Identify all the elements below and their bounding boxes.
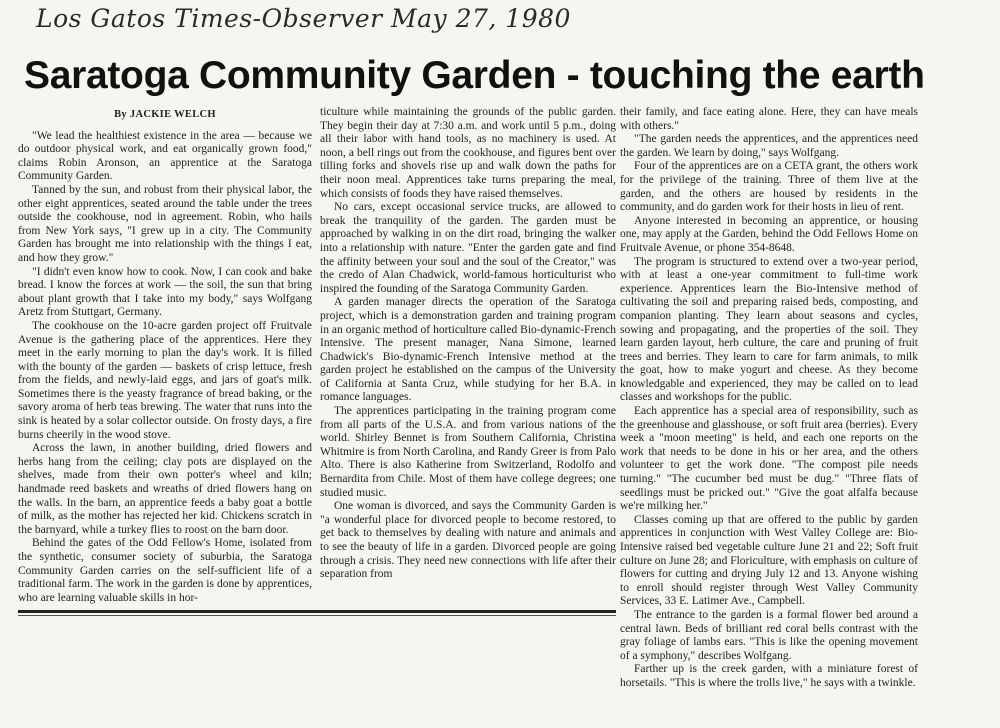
column-divider-thin-rule	[18, 615, 616, 616]
article-column-1	[18, 108, 312, 605]
paragraph: their family, and face eating alone. Here, they can have meals with others."	[620, 106, 918, 132]
paragraph: Farther up is the creek garden, with a miniature forest of horsetails. "This is where the trolls live," he says with a twinkle.	[620, 663, 918, 689]
paragraph: The program is structured to extend over a two-year period, with at least a one-year commitment to full-time work experience. Apprentices learn the Bio-Intensive method of cultivating the soil and preparing raised beds, composting, and companion planting. They learn about seasons and cycles, sowing and propagating, and the properties of the soil. They learn garden layout, herb culture, the care and pruning of fruit trees and berries. They learn to care for farm animals, to milk the goat, how to make yogurt and cheese. As they become knowledgable and experienced, they may be called on to lead classes and workshops for the public.	[620, 255, 918, 404]
paragraph: No cars, except occasional service trucks, are allowed to break the tranquility of the garden. The garden must be approached by walking in on the dirt road, bringing the walker into a relationship with nature. "Enter the garden gate and find the affinity between your soul and the soul of the Creator," was the credo of Alan Chadwick, world-famous horticulturist who inspired the founding of the Saratoga Community Garden.	[320, 201, 616, 295]
paragraph: Behind the gates of the Odd Fellow's Home, isolated from the synthetic, consumer society of suburbia, the Saratoga Community Garden carries on the self-sufficient life of a traditional farm. The work in the garden is done by apprentices, who are learning valuable skills in hor-	[18, 537, 312, 604]
paragraph: The entrance to the garden is a formal flower bed around a central lawn. Beds of brilliant red coral bells contrast with the gray foliage of lambs ears. "This is like the opening movement of a symphony," describes Wolfgang.	[620, 608, 918, 662]
paragraph: "We lead the healthiest existence in the area — because we do outdoor physical work, and eat organically grown food," claims Robin Aronson, an apprentice at the Saratoga Community Garden.	[18, 129, 312, 183]
paragraph: The cookhouse on the 10-acre garden project off Fruitvale Avenue is the gathering place of the apprentices. Here they meet in the early morning to plan the day's work. It is filled with the bounty of the garden — baskets of crisp lettuce, fresh from the fields, and newly-laid eggs, and jars of goat's milk. Sometimes there is the yeasty fragrance of bread baking, or the savory aroma of herb teas brewing. The water that runs into the sink is heated by a solar collector outside. On frosty days, a fire burns cheerily in the wood stove.	[18, 319, 312, 441]
paragraph: A garden manager directs the operation of the Saratoga project, which is a demonstration garden and training program in an organic method of horticulture called Bio-dynamic-French Intensive. The present manager, Nana Simone, learned Chadwick's Bio-dynamic-French Intensive method at the garden project he established on the campus of the University of California at Santa Cruz, while studying for her B.A. in romance languages.	[320, 296, 616, 404]
paragraph: Classes coming up that are offered to the public by garden apprentices in conjunction with West Valley College are: Bio-Intensive raised bed vegetable culture June 21 and 22; Soft fruit culture on June 28; and Floriculture, with emphasis on culture of flowers for cutting and drying July 12 and 13. Anyone wishing to enroll should register through West Valley Community Services, 33 E. Latimer Ave., Campbell.	[620, 513, 918, 608]
paragraph: Anyone interested in becoming an apprentice, or housing one, may apply at the Garden, behind the Odd Fellows Home on Fruitvale Avenue, or phone 354-8648.	[620, 214, 918, 254]
byline: By JACKIE WELCH	[114, 109, 216, 120]
handwritten-source-note: Los Gatos Times-Observer May 27, 1980	[36, 4, 571, 33]
paragraph: "I didn't even know how to cook. Now, I can cook and bake bread. I know the forces at work — the soil, the sun that bring about plant growth that I take into my body," says Wolfgang Aretz from Stuttgart, Germany.	[18, 265, 312, 319]
article-column-2	[320, 106, 616, 582]
column-divider-rule	[18, 610, 616, 613]
headline: Saratoga Community Garden - touching the earth	[24, 54, 925, 97]
paragraph: Across the lawn, in another building, dried flowers and herbs hang from the ceiling; clay pots are displayed on the shelves, made from their own potter's wheel and kiln; handmade reed baskets and wreaths of dried flowers hang on the walls. In the barn, an apprentice feeds a baby goat a bottle of milk, as the mother has rejected her kid. Chickens scratch in the barnyard, while a turkey flies to roost on the barn door.	[18, 442, 312, 536]
paragraph: "The garden needs the apprentices, and the apprentices need the garden. We learn by doing," says Wolfgang.	[620, 133, 918, 159]
paragraph: Tanned by the sun, and robust from their physical labor, the other eight apprentices, seated around the table under the trees outside the cookhouse, nod in agreement. Robin, who hails from New York says, "I grew up in a city. The Community Garden has brought me into relationship with the things I eat, and how they grow."	[18, 183, 312, 264]
paragraph: The apprentices participating in the training program come from all parts of the U.S.A. and from various nations of the world. Shirley Bennet is from Southern California, Christina Whitmire is from North Carolina, and Randy Greer is from Palo Alto. There is also Katherine from Switzerland, Rodolfo and Bernardita from Chile. Most of them have college degrees; one studied music.	[320, 405, 616, 499]
paragraph: One woman is divorced, and says the Community Garden is "a wonderful place for divorced people to become restored, to get back to themselves by dealing with nature and animals and to see the beauty of life in a garden. Divorced people are going through a crisis. They need new connections with life after their separation from	[320, 500, 616, 581]
article-column-3	[620, 106, 918, 691]
paragraph: ticulture while maintaining the grounds of the public garden. They begin their day at 7:30 a.m. and work until 5 p.m., doing all their labor with hand tools, as no machinery is used. At noon, a bell rings out from the cookhouse, and figures bent over tilling forks and shovels rise up and walk down the paths for their noon meal. Apprentices take turns preparing the meal, which consists of foods they have raised themselves.	[320, 106, 616, 200]
paragraph: Each apprentice has a special area of responsibility, such as the greenhouse and glasshouse, or soft fruit area (berries). Every week a "moon meeting" is held, and each one reports on the work that needs to be done in his or her area, and the others volunteer to get the work done. "The compost pile needs turning." "The cucumber bed must be dug." "Three flats of seedlings must be pricked out." "Give the goat alfalfa because we're milking her."	[620, 405, 918, 513]
paragraph: Four of the apprentices are on a CETA grant, the others work for the privilege of the training. Three of them live at the garden, and the others are housed by residents in the community, and do garden work for their hosts in lieu of rent.	[620, 160, 918, 214]
